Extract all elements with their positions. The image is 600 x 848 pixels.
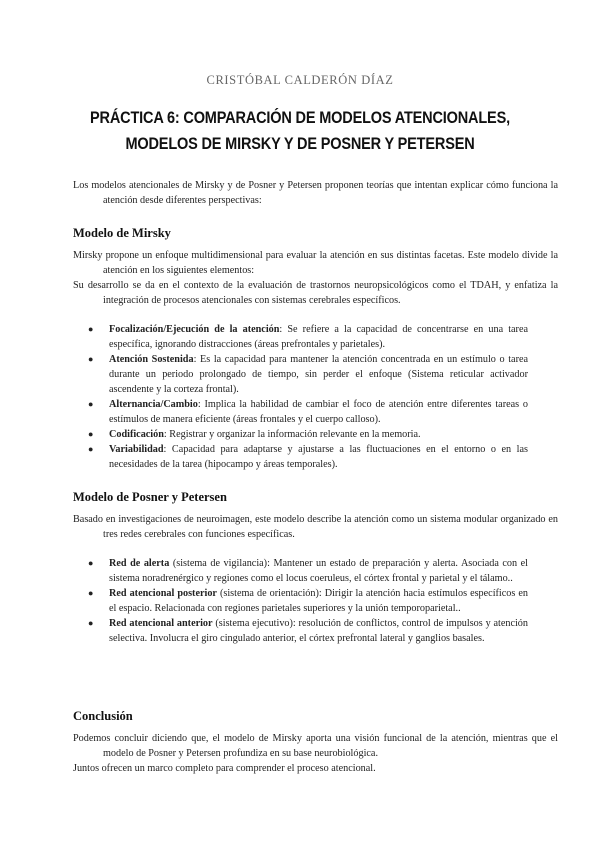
list-item-text: (sistema de orientación): Dirigir la atención hacia estímulos específicos en el espacio. Relacionada con regiones parietales superiores y la unión temporoparietal.. bbox=[109, 588, 528, 614]
list-item-term: Red de alerta bbox=[109, 558, 170, 569]
mirsky-paragraph-1: Mirsky propone un enfoque multidimensional para evaluar la atención en sus distintas facetas. Este modelo divide la atención en los siguientes elementos: bbox=[73, 250, 558, 276]
list-item-term: Red atencional posterior bbox=[109, 588, 217, 599]
list-item-term: Alternancia/Cambio bbox=[109, 399, 198, 410]
bullet-icon: ● bbox=[88, 399, 94, 409]
list-item bbox=[73, 397, 528, 427]
mirsky-elements-list bbox=[73, 322, 528, 472]
author-name: CRISTÓBAL CALDERÓN DÍAZ bbox=[206, 73, 394, 87]
list-item bbox=[73, 442, 528, 472]
list-item-term: Variabilidad bbox=[109, 444, 164, 455]
bullet-icon: ● bbox=[88, 444, 94, 454]
list-item-text: (sistema de vigilancia): Mantener un estado de preparación y alerta. Asociada con el sistema noradrenérgico y regiones como el locus coeruleus, el córtex frontal y parietal y el tálamo.. bbox=[109, 558, 529, 584]
bullet-icon: ● bbox=[88, 429, 94, 439]
page-title-line-1: PRÁCTICA 6: COMPARACIÓN DE MODELOS ATENCIONALES, bbox=[90, 109, 510, 127]
bullet-icon: ● bbox=[88, 588, 94, 598]
list-item-text: : Es la capacidad para mantener la atención concentrada en un estímulo o tarea durante un periodo prolongado de tiempo, sin perder el enfoque (Sistema reticular activador ascendente y la corteza frontal). bbox=[109, 354, 529, 395]
list-item-term: Focalización/Ejecución de la atención bbox=[109, 324, 280, 335]
posner-paragraph-1: Basado en investigaciones de neuroimagen, este modelo describe la atención como un sistema modular organizado en tres redes cerebrales con funciones específicas. bbox=[73, 514, 558, 540]
list-item bbox=[73, 427, 528, 442]
page-title-line-2: MODELOS DE MIRSKY Y DE POSNER Y PETERSEN bbox=[125, 135, 475, 153]
list-item-text: : Capacidad para adaptarse y ajustarse a las fluctuaciones en el entorno o en las necesidades de la tarea (hipocampo y áreas temporales). bbox=[109, 444, 528, 470]
list-item-term: Codificación bbox=[109, 429, 164, 440]
mirsky-paragraph-2: Su desarrollo se da en el contexto de la evaluación de trastornos neuropsicológicos como el TDAH, y enfatiza la integración de procesos atencionales con sistemas cerebrales específicos. bbox=[73, 280, 558, 306]
list-item-text: (sistema ejecutivo): resolución de conflictos, control de impulsos y atención selectiva. Involucra el giro cingulado anterior, el córtex prefrontal lateral y ganglios basales. bbox=[109, 618, 528, 644]
list-item-term: Atención Sostenida bbox=[109, 354, 194, 365]
list-item bbox=[73, 556, 528, 586]
list-item bbox=[73, 586, 528, 616]
bullet-icon: ● bbox=[88, 618, 94, 628]
list-item-term: Red atencional anterior bbox=[109, 618, 213, 629]
conclusion-paragraph-2: Juntos ofrecen un marco completo para comprender el proceso atencional. bbox=[73, 763, 376, 774]
list-item-text: : Se refiere a la capacidad de concentrarse en una tarea específica, ignorando distracciones (áreas prefrontales y parietales). bbox=[109, 324, 528, 350]
list-item-text: : Registrar y organizar la información relevante en la memoria. bbox=[163, 429, 421, 440]
section-heading-mirsky: Modelo de Mirsky bbox=[73, 226, 171, 240]
list-item bbox=[73, 352, 528, 397]
intro-paragraph: Los modelos atencionales de Mirsky y de Posner y Petersen proponen teorías que intentan explicar cómo funciona la atención desde diferentes perspectivas: bbox=[73, 180, 558, 206]
conclusion-paragraph-1: Podemos concluir diciendo que, el modelo de Mirsky aporta una visión funcional de la atención, mientras que el modelo de Posner y Petersen profundiza en su base neurobiológica. bbox=[73, 733, 558, 759]
section-heading-conclusion: Conclusión bbox=[73, 709, 133, 723]
list-item bbox=[73, 616, 528, 646]
bullet-icon: ● bbox=[88, 324, 94, 334]
list-item bbox=[73, 322, 528, 352]
section-heading-posner: Modelo de Posner y Petersen bbox=[73, 490, 227, 504]
posner-networks-list bbox=[73, 556, 528, 646]
bullet-icon: ● bbox=[88, 558, 94, 568]
bullet-icon: ● bbox=[88, 354, 94, 364]
list-item-text: : Implica la habilidad de cambiar el foco de atención entre diferentes tareas o estímulos de manera eficiente (áreas frontales y el cuerpo calloso). bbox=[109, 399, 528, 425]
